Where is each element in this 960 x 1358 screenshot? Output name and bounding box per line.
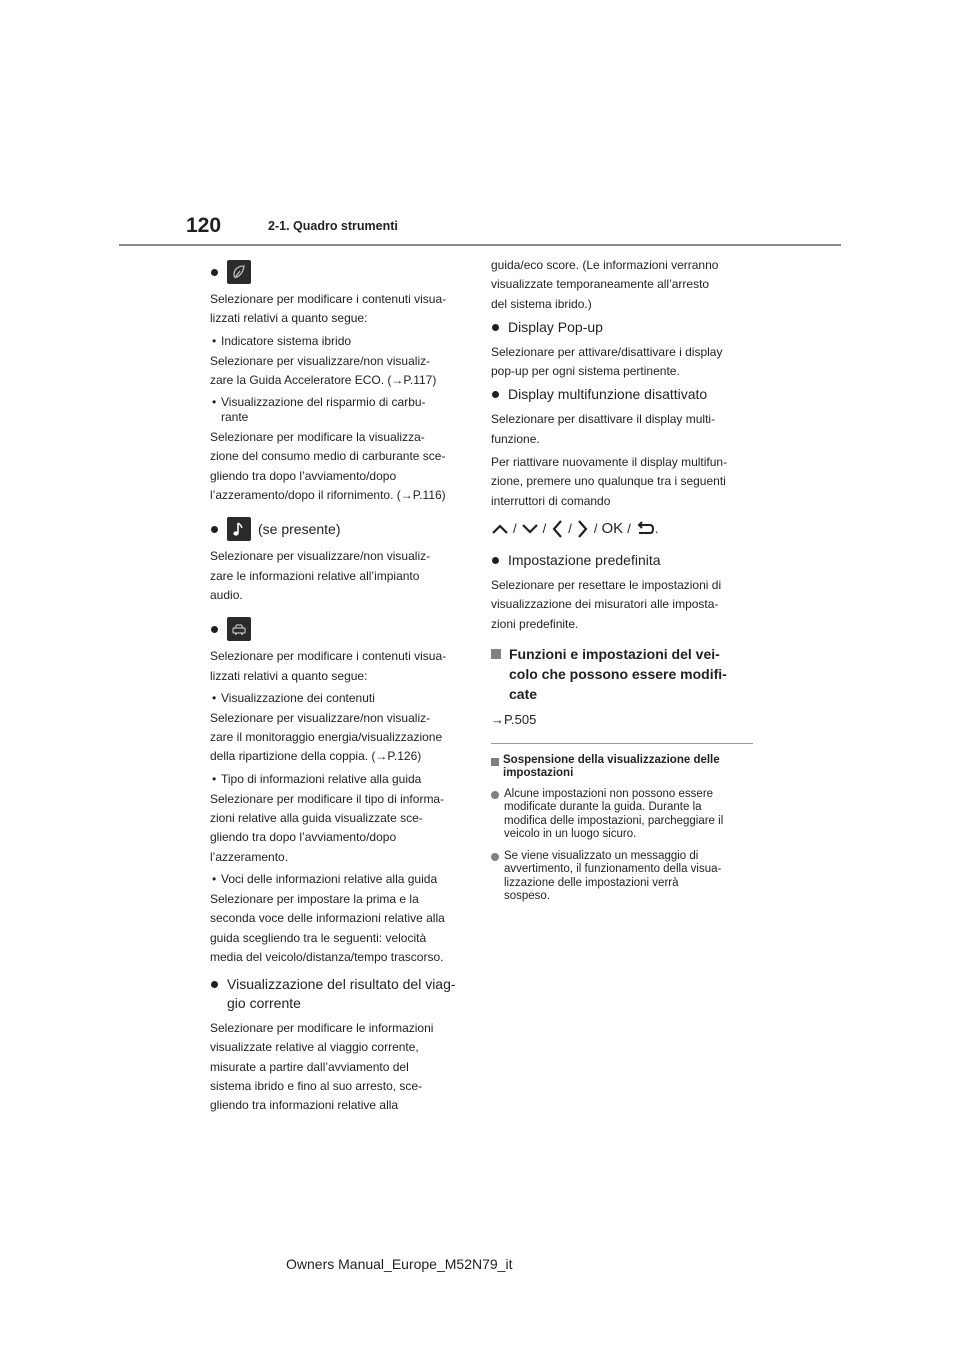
- footer: Owners Manual_Europe_M52N79_it: [286, 1256, 513, 1272]
- trip-continued: guida/eco score. (Le informazioni verranno visualizzate temporaneamente all’arresto del sistema ibrido.): [491, 258, 719, 311]
- back-arrow-icon: [635, 521, 655, 537]
- leaf-icon: [227, 260, 251, 284]
- default-text: Selezionare per resettare le impostazioni di visualizzazione dei misuratori alle imposta- zioni predefinite.: [491, 577, 722, 631]
- trip-heading: [210, 975, 468, 1013]
- audio-heading: [210, 517, 468, 541]
- bullet-dot: [211, 269, 218, 276]
- control-switches: [491, 519, 753, 539]
- vehicle-description: Selezionare per modificare i contenuti visua- lizzati relativi a quanto segue:: [210, 649, 447, 683]
- trip-title: Visualizzazione del risultato del viag- gio corrente: [227, 976, 456, 1012]
- bullet-dot: [211, 526, 218, 533]
- mfd-off-text-2: Per riattivare nuovamente il display multifun- zione, premere uno qualunque tra i seguenti interruttori di comando: [491, 455, 728, 508]
- bullet-dot: [492, 324, 499, 331]
- bullet-dot: [492, 557, 499, 564]
- left-column: [210, 256, 468, 1120]
- bullet-dot: [492, 391, 499, 398]
- right-column: [491, 256, 753, 912]
- list-item: • Tipo di informazioni relative alla guida: [210, 772, 468, 787]
- eco-description: Selezionare per modificare i contenuti visua- lizzati relativi a quanto segue:: [210, 292, 447, 326]
- trip-text: Selezionare per modificare le informazioni visualizzate relative al viaggio corrente, misurate a partire dall’avviamento del sistema ibrido e fino al suo arresto, sce- gliendo tra informazioni relative alla: [210, 1021, 434, 1113]
- vehicle-info-icon: [227, 617, 251, 641]
- popup-text: Selezionare per attivare/disattivare i display pop-up per ogni sistema pertinente.: [491, 344, 723, 379]
- eco-heading: [210, 260, 468, 284]
- square-bullet: [491, 649, 501, 659]
- notes-rule: [491, 743, 753, 744]
- item-text: Selezionare per modificare il tipo di informa- zioni relative alla guida visualizzate sce- gliendo tra dopo l’avviamento/dopo l’azzeramento.: [210, 791, 445, 864]
- audio-label: (se presente): [258, 520, 341, 537]
- separator: /: [513, 521, 517, 537]
- list-item: • Voci delle informazioni relative alla guida: [210, 872, 468, 887]
- chevron-left-icon: [550, 519, 564, 539]
- chevron-up-icon: [491, 522, 509, 536]
- page-number: 120: [186, 214, 222, 237]
- end-period: .: [654, 521, 659, 537]
- default-heading: Impostazione predefinita: [491, 551, 753, 570]
- note-dot: [491, 791, 499, 799]
- item-text: Selezionare per modificare la visualizza- zione del consumo medio di carburante sce- gliendo tra dopo l’avviamento/dopo l’azzeramento/dopo il rifornimento. (→P.116): [210, 430, 446, 503]
- notes-heading: Sospensione della visualizzazione delle impostazioni: [491, 754, 753, 781]
- separator: /: [542, 521, 547, 537]
- bullet-dot: [211, 981, 218, 988]
- ok-label: OK: [601, 520, 624, 538]
- chevron-down-icon: [521, 522, 539, 536]
- square-bullet: [491, 758, 499, 766]
- item-text: Selezionare per visualizzare/non visualiz- zare la Guida Acceleratore ECO. (→P.117): [210, 353, 437, 387]
- section-title: 2-1. Quadro strumenti: [268, 219, 398, 233]
- popup-heading: Display Pop-up: [491, 318, 753, 337]
- bullet-dot: [211, 626, 218, 633]
- music-note-icon: [227, 517, 251, 541]
- mfd-off-text: Selezionare per disattivare il display multi- funzione.: [491, 412, 716, 446]
- separator: /: [568, 521, 572, 537]
- functions-heading: Funzioni e impostazioni del vei- colo che possono essere modifi- cate: [491, 644, 753, 704]
- mfd-off-heading: Display multifunzione disattivato: [491, 385, 753, 404]
- audio-text: Selezionare per visualizzare/non visualiz- zare le informazioni relative all’impianto audio.: [210, 549, 431, 602]
- item-text: Selezionare per impostare la prima e la seconda voce delle informazioni relative alla guida scegliendo tra le seguenti: velocità media del veicolo/distanza/tempo trascorso.: [210, 891, 445, 964]
- note-item: Alcune impostazioni non possono essere modificate durante la guida. Durante la modifica delle impostazioni, parcheggiare il veicolo in un luogo sicuro.: [491, 788, 753, 842]
- chevron-right-icon: [576, 519, 590, 539]
- separator: /: [627, 521, 631, 537]
- header-rule: [119, 244, 841, 246]
- list-item: • Visualizzazione del risparmio di carbu- rante: [210, 395, 468, 425]
- separator: /: [593, 521, 598, 537]
- note-item: Se viene visualizzato un messaggio di avvertimento, il funzionamento della visua- lizzazione delle impostazioni verrà sospeso.: [491, 850, 753, 904]
- note-dot: [491, 853, 499, 861]
- page-reference[interactable]: →P.505: [491, 711, 537, 727]
- list-item: • Visualizzazione dei contenuti: [210, 691, 468, 706]
- list-item: • Indicatore sistema ibrido: [210, 334, 468, 349]
- item-text: Selezionare per visualizzare/non visualiz- zare il monitoraggio energia/visualizzazione della ripartizione della coppia. (→P.126): [210, 710, 443, 764]
- vehicle-heading: [210, 617, 468, 641]
